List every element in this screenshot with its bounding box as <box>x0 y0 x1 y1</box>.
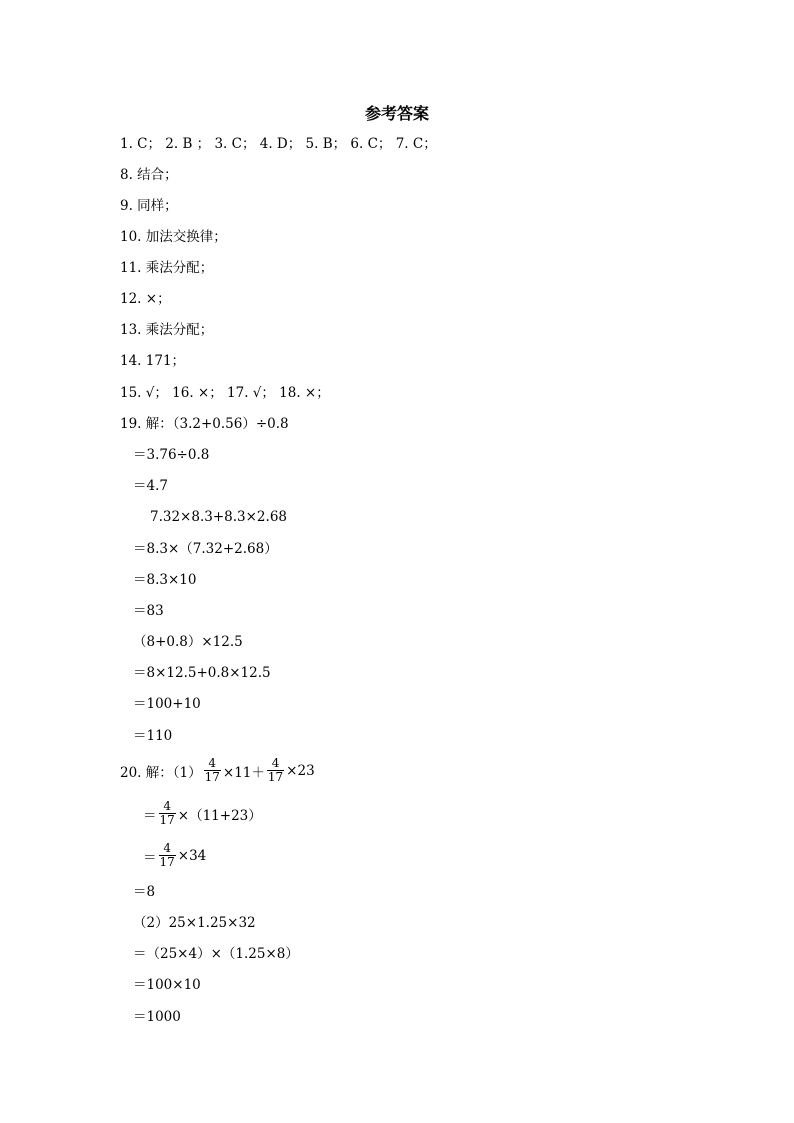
step-line: ＝8×12.5+0.8×12.5 <box>133 665 271 681</box>
expression-line: 7.32×8.3+8.3×2.68 <box>150 509 287 525</box>
step-line <box>143 842 206 869</box>
step-rest: ×（11+23） <box>177 807 262 824</box>
q20-prefix: 20. 解：（1） <box>120 764 202 781</box>
step-line: ＝8.3×（7.32+2.68） <box>133 541 278 557</box>
answer-line-20 <box>120 757 315 784</box>
step-line: ＝4.7 <box>133 478 168 494</box>
q20-end: ×23 <box>286 762 315 779</box>
fraction-numerator: 4 <box>204 757 221 771</box>
equals-sign: ＝ <box>143 849 157 866</box>
fraction-numerator: 4 <box>267 757 284 771</box>
answer-line-8: 8. 结合； <box>120 167 178 183</box>
step-line: ＝83 <box>133 603 164 619</box>
step-line: ＝（25×4）×（1.25×8） <box>133 946 299 962</box>
answer-line-13: 13. 乘法分配； <box>120 322 214 338</box>
fraction <box>204 757 221 784</box>
fraction-numerator: 4 <box>159 842 176 856</box>
answer-line-19: 19. 解：（3.2+0.56）÷0.8 <box>120 416 289 432</box>
step-line: ＝110 <box>133 728 173 744</box>
step-line <box>143 800 262 827</box>
expression-line: （8+0.8）×12.5 <box>133 634 243 650</box>
fraction-denominator: 17 <box>204 770 220 784</box>
answer-line-14: 14. 171； <box>120 353 186 369</box>
step-line: ＝100×10 <box>133 977 201 993</box>
answer-line-12: 12. ×； <box>120 291 171 307</box>
step-line: ＝3.76÷0.8 <box>133 447 210 463</box>
fraction <box>267 757 284 784</box>
step-line: ＝100+10 <box>133 696 201 712</box>
step-rest: ×34 <box>177 847 207 864</box>
fraction <box>159 842 176 869</box>
step-line: ＝8.3×10 <box>133 572 197 588</box>
answer-line-9: 9. 同样； <box>120 198 178 214</box>
equals-sign: ＝ <box>143 807 157 824</box>
fraction-denominator: 17 <box>267 770 284 784</box>
fraction <box>159 800 176 827</box>
answer-line-11: 11. 乘法分配； <box>120 260 214 276</box>
step-line: ＝1000 <box>133 1009 181 1025</box>
fraction-denominator: 17 <box>159 813 175 827</box>
expression-line: （2）25×1.25×32 <box>133 915 256 931</box>
page-title: 参考答案 <box>364 104 429 123</box>
fraction-denominator: 17 <box>159 855 175 869</box>
fraction-numerator: 4 <box>159 800 176 814</box>
answer-line-15: 15. √； 16. ×； 17. √； 18. ×； <box>120 385 330 401</box>
answer-line-10: 10. 加法交换律； <box>120 229 227 245</box>
step-line: ＝8 <box>133 884 156 900</box>
answer-line-1: 1. C； 2. B ； 3. C； 4. D； 5. B； 6. C； 7. C； <box>120 136 437 152</box>
q20-mid: ×11＋ <box>222 764 265 781</box>
